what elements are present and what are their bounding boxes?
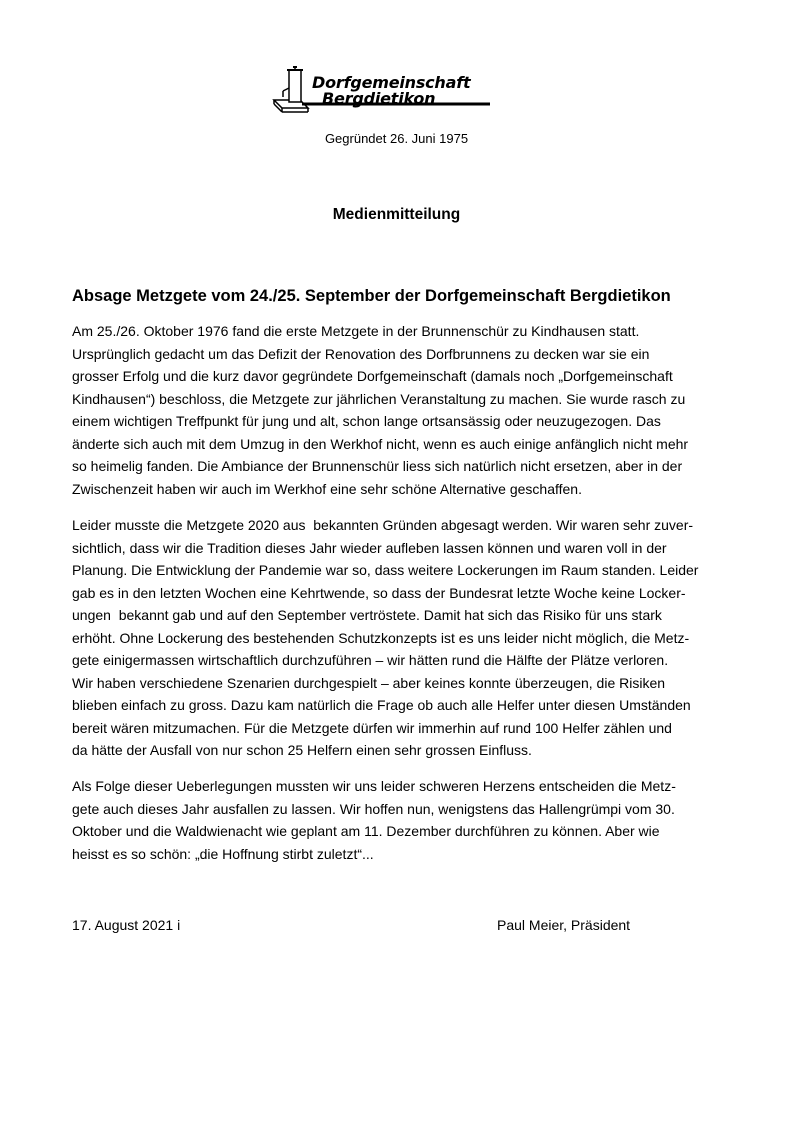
paragraph-line: Oktober und die Waldwienacht wie geplant am 11. Dezember durchführen zu können. Aber wie — [72, 823, 660, 839]
paragraph-line: grosser Erfolg und die kurz davor gegründete Dorfgemeinschaft (damals noch „Dorfgemeinschaft — [72, 368, 673, 384]
logo — [272, 64, 494, 114]
logo-line-2: Bergdietikon — [322, 89, 436, 108]
paragraph-line: Kindhausen“) beschloss, die Metzgete zur jährlichen Veranstaltung zu machen. Sie wurde rasch zu — [72, 390, 686, 407]
paragraph-2 — [72, 514, 732, 762]
paragraph-line: da hätte der Ausfall von nur schon 25 Helfern einen sehr grossen Einfluss. — [72, 742, 532, 758]
paragraph-line: Wir haben verschiedene Szenarien durchgespielt – aber keines konnte überzeugen, die Risiken — [72, 674, 666, 691]
footer-date: 17. August 2021 i — [72, 917, 181, 933]
footer-signature: Paul Meier, Präsident — [497, 917, 631, 933]
paragraph-line: gete auch dieses Jahr ausfallen zu lassen. Wir hoffen nun, wenigstens das Hallengrümpi vom 30. — [72, 800, 675, 817]
paragraph-line: bereit wären mitzumachen. Für die Metzgete dürfen wir immerhin auf rund 100 Helfer zählen und — [72, 719, 672, 736]
paragraph-line: gete einigermassen wirtschaftlich durchzuführen – wir hätten rund die Hälfte der Plätze verloren. — [72, 652, 669, 668]
paragraph-line: heisst es so schön: „die Hoffnung stirbt zuletzt“... — [72, 845, 374, 862]
paragraph-line: blieben einfach zu gross. Dazu kam natürlich die Frage ob auch alle Helfer unter diesen Umständen — [72, 697, 691, 713]
paragraph-1 — [72, 320, 732, 500]
paragraph-line: Als Folge dieser Ueberlegungen mussten wir uns leider schweren Herzens entscheiden die Metz- — [72, 778, 676, 794]
headline: Absage Metzgete vom 24./25. September der Dorfgemeinschaft Bergdietikon — [72, 287, 671, 305]
paragraph-line: sichtlich, dass wir die Tradition dieses Jahr wieder aufleben lassen können und waren voll in der — [72, 539, 667, 556]
founded-date: Gegründet 26. Juni 1975 — [324, 131, 469, 146]
paragraph-line: ungen bekannt gab und auf den September vertröstete. Damit hat sich das Risiko für uns stark — [72, 607, 662, 623]
paragraph-line: Am 25./26. Oktober 1976 fand die erste Metzgete in der Brunnenschür zu Kindhausen statt. — [72, 323, 640, 339]
logo-line-1: Dorfgemeinschaft — [312, 73, 471, 92]
paragraph-line: änderte sich auch mit dem Umzug in den Werkhof nicht, wenn es auch einige anfänglich nicht mehr — [72, 435, 689, 452]
paragraph-line: erhöht. Ohne Lockerung des bestehenden Schutzkonzepts ist es uns leider nicht möglich, die Metz- — [72, 629, 690, 646]
paragraph-line: so heimelig fanden. Die Ambiance der Brunnenschür liess sich natürlich nicht ersetzen, aber in der — [72, 458, 683, 474]
logo-wordmark — [312, 75, 470, 107]
paragraph-line: Planung. Die Entwicklung der Pandemie war so, dass weitere Lockerungen im Raum standen. Leider — [72, 562, 699, 578]
paragraph-line: Ursprünglich gedacht um das Defizit der Renovation des Dorfbrunnens zu decken war sie ein — [72, 345, 650, 362]
document-type: Medienmitteilung — [332, 206, 461, 223]
paragraph-line: einem wichtigen Treffpunkt für jung und alt, schon lange ortsansässig oder neuzugezogen. Das — [72, 413, 661, 429]
paragraph-3 — [72, 775, 732, 865]
paragraph-line: Zwischenzeit haben wir auch im Werkhof eine sehr schöne Alternative geschaffen. — [72, 480, 582, 497]
paragraph-line: Leider musste die Metzgete 2020 aus bekannten Gründen abgesagt werden. Wir waren sehr zuver- — [72, 517, 694, 533]
paragraph-line: gab es in den letzten Wochen eine Kehrtwende, so dass der Bundesrat letzte Woche keine Locker- — [72, 584, 686, 601]
